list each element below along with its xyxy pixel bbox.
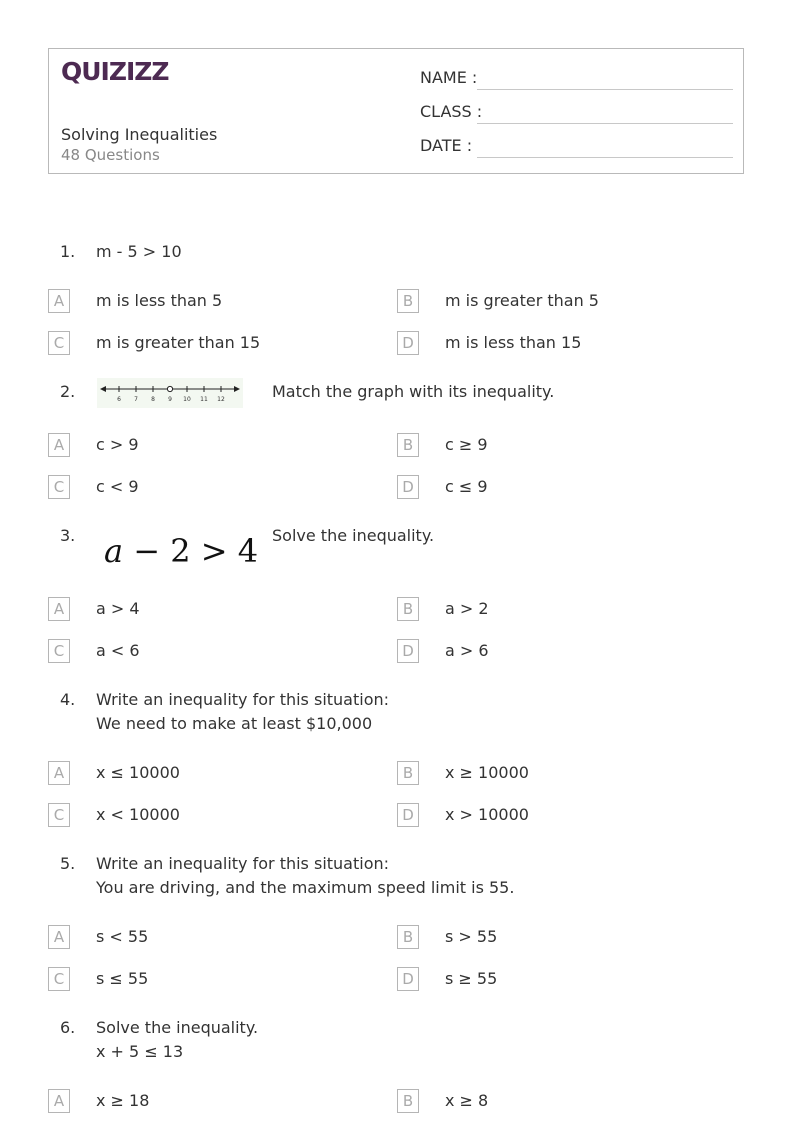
option-letter-d: D (397, 331, 419, 355)
question-text: Solve the inequality. (272, 526, 435, 545)
option-letter-c: C (48, 803, 70, 827)
option-d[interactable]: a > 6 (445, 641, 489, 660)
option-d[interactable]: x > 10000 (445, 805, 529, 824)
option-letter-c: C (48, 639, 70, 663)
option-letter-b: B (397, 761, 419, 785)
date-field[interactable] (477, 157, 733, 158)
option-b[interactable]: m is greater than 5 (445, 291, 599, 310)
math-rest: − 2 > 4 (123, 532, 259, 570)
option-c[interactable]: x < 10000 (96, 805, 180, 824)
option-letter-d: D (397, 803, 419, 827)
option-letter-d: D (397, 639, 419, 663)
question-number: 3. (60, 526, 76, 545)
option-a[interactable]: s < 55 (96, 927, 149, 946)
option-a[interactable]: c > 9 (96, 435, 139, 454)
question-text-line1: Write an inequality for this situation: (96, 690, 390, 709)
option-a[interactable]: m is less than 5 (96, 291, 223, 310)
option-c[interactable]: a < 6 (96, 641, 140, 660)
question-text-line2: We need to make at least $10,000 (96, 714, 373, 733)
question-number: 5. (60, 854, 76, 873)
number-line-graph (97, 378, 243, 408)
question-number: 6. (60, 1018, 76, 1037)
option-letter-b: B (397, 1089, 419, 1113)
option-letter-a: A (48, 433, 70, 457)
math-variable: a (104, 532, 124, 570)
question-text-line2: x + 5 ≤ 13 (96, 1042, 184, 1061)
question-text: m - 5 > 10 (96, 242, 182, 261)
option-b[interactable]: c ≥ 9 (445, 435, 488, 454)
option-letter-a: A (48, 1089, 70, 1113)
question-text: Match the graph with its inequality. (272, 382, 555, 401)
number-line-tick-label: 7 (134, 396, 138, 403)
class-field[interactable] (477, 123, 733, 124)
option-d[interactable]: s ≥ 55 (445, 969, 498, 988)
option-letter-d: D (397, 475, 419, 499)
option-letter-c: C (48, 967, 70, 991)
number-line-tick-label: 12 (217, 396, 225, 403)
name-label: NAME : (420, 68, 478, 87)
option-b[interactable]: x ≥ 8 (445, 1091, 489, 1110)
option-letter-a: A (48, 289, 70, 313)
question-text-line2: You are driving, and the maximum speed limit is 55. (96, 878, 515, 897)
option-b[interactable]: a > 2 (445, 599, 489, 618)
option-letter-c: C (48, 331, 70, 355)
worksheet-title: Solving Inequalities (61, 125, 218, 144)
option-a[interactable]: x ≤ 10000 (96, 763, 180, 782)
option-letter-b: B (397, 597, 419, 621)
question-text-line1: Write an inequality for this situation: (96, 854, 390, 873)
number-line-tick-label: 11 (200, 396, 208, 403)
option-d[interactable]: m is less than 15 (445, 333, 582, 352)
option-b[interactable]: x ≥ 10000 (445, 763, 529, 782)
option-letter-b: B (397, 925, 419, 949)
option-c[interactable]: m is greater than 15 (96, 333, 261, 352)
option-a[interactable]: a > 4 (96, 599, 140, 618)
name-field[interactable] (477, 89, 733, 90)
quizizz-logo: QUIZIZZ (61, 57, 169, 86)
option-letter-b: B (397, 289, 419, 313)
question-number: 2. (60, 382, 76, 401)
number-line-tick-label: 9 (168, 396, 172, 403)
option-b[interactable]: s > 55 (445, 927, 498, 946)
option-c[interactable]: c < 9 (96, 477, 139, 496)
option-d[interactable]: c ≤ 9 (445, 477, 488, 496)
number-line-tick-label: 10 (183, 396, 191, 403)
option-letter-b: B (397, 433, 419, 457)
question-count: 48 Questions (61, 146, 160, 164)
option-a[interactable]: x ≥ 18 (96, 1091, 150, 1110)
question-number: 4. (60, 690, 76, 709)
date-label: DATE : (420, 136, 473, 155)
option-letter-a: A (48, 597, 70, 621)
option-letter-c: C (48, 475, 70, 499)
number-line-tick-label: 8 (151, 396, 155, 403)
option-letter-a: A (48, 761, 70, 785)
question-number: 1. (60, 242, 76, 261)
question-text-line1: Solve the inequality. (96, 1018, 259, 1037)
option-letter-d: D (397, 967, 419, 991)
option-c[interactable]: s ≤ 55 (96, 969, 149, 988)
option-letter-a: A (48, 925, 70, 949)
class-label: CLASS : (420, 102, 483, 121)
math-expression (104, 532, 258, 570)
open-circle-marker (167, 386, 172, 391)
number-line-tick-label: 6 (117, 396, 121, 403)
